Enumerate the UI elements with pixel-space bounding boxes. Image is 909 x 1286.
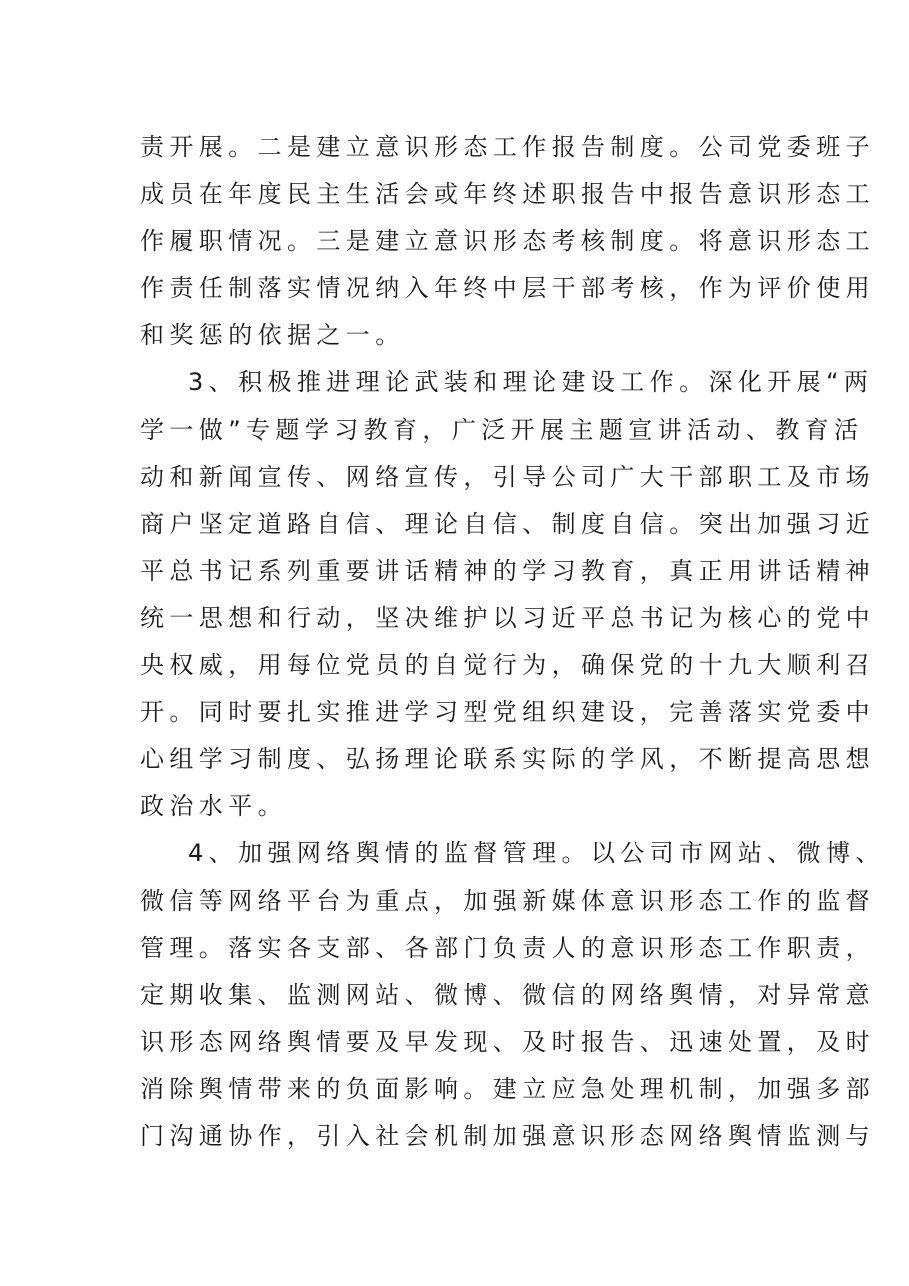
paragraph [140, 359, 875, 830]
text-line: 责开展。二是建立意识形态工作报告制度。公司党委班子 [140, 133, 875, 161]
paragraph [140, 830, 885, 1160]
text-line: 管理。落实各支部、各部门负责人的意识形态工作职责， [140, 933, 875, 962]
text-line: 门沟通协作，引入社会机制加强意识形态网络舆情监测与 [140, 1121, 875, 1150]
text-line: 开。同时要扎实推进学习型党组织建设，完善落实党委中 [140, 698, 875, 727]
text-line: 学一做”专题学习教育，广泛开展主题宣讲活动、教育活 [140, 415, 864, 444]
text-line: 央权威，用每位党员的自觉行为，确保党的十九大顺利召 [140, 651, 875, 680]
text-line: 心组学习制度、弘扬理论联系实际的学风，不断提高思想 [140, 745, 875, 774]
text-line: 平总书记系列重要讲话精神的学习教育，真正用讲话精神 [140, 556, 875, 585]
text-line: 和奖惩的依据之一。 [140, 321, 405, 350]
text-line: 作责任制落实情况纳入年终中层干部考核，作为评价使用 [140, 274, 875, 303]
text-line: 识形态网络舆情要及早发现、及时报告、迅速处置，及时 [140, 1027, 875, 1056]
text-line: 4、加强网络舆情的监督管理。以公司市网站、微博、 [188, 839, 885, 868]
text-line: 政治水平。 [140, 792, 287, 821]
text-line: 3、积极推进理论武装和理论建设工作。深化开展“两 [188, 368, 874, 397]
text-line: 动和新闻宣传、网络宣传，引导公司广大干部职工及市场 [140, 462, 875, 491]
text-line: 成员在年度民主生活会或年终述职报告中报告意识形态工 [140, 180, 875, 209]
text-line: 定期收集、监测网站、微博、微信的网络舆情，对异常意 [140, 980, 875, 1009]
text-line: 商户坚定道路自信、理论自信、制度自信。突出加强习近 [140, 509, 875, 538]
document-body [140, 124, 885, 1160]
text-line: 微信等网络平台为重点，加强新媒体意识形态工作的监督 [140, 886, 875, 915]
text-line: 统一思想和行动，坚决维护以习近平总书记为核心的党中 [140, 603, 875, 632]
paragraph [140, 124, 875, 359]
text-line: 消除舆情带来的负面影响。建立应急处理机制，加强多部 [140, 1074, 875, 1103]
text-line: 作履职情况。三是建立意识形态考核制度。将意识形态工 [140, 227, 875, 256]
